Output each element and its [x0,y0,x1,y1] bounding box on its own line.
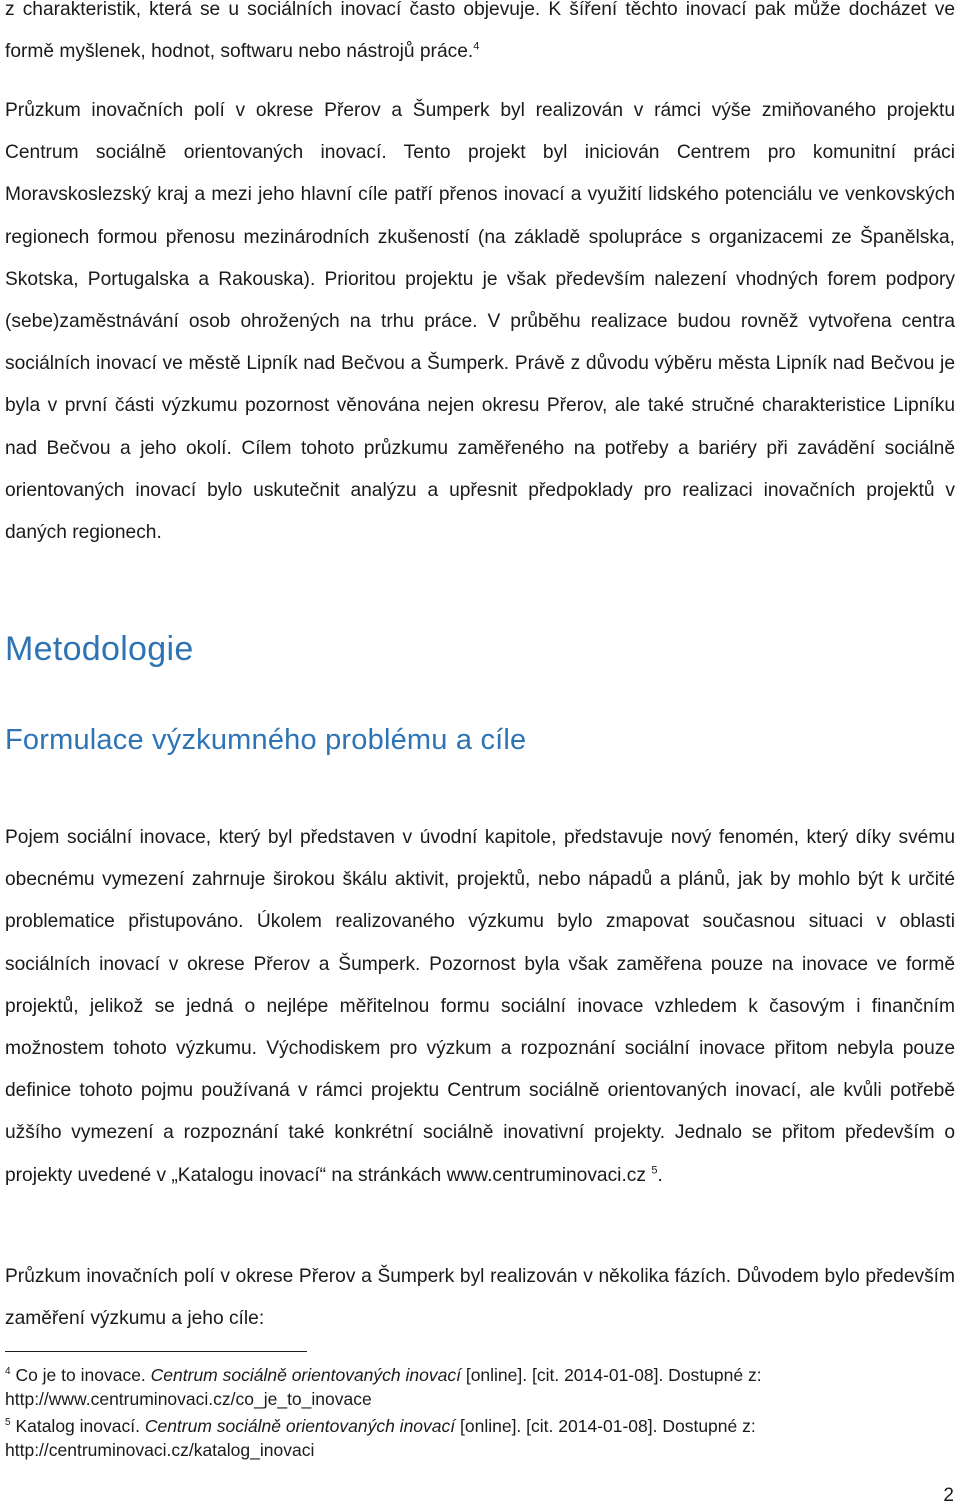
paragraph-text: z charakteristik, která se u sociálních inovací často objevuje. K šíření těchto inovací pak může docházet ve formě myšlenek, hodnot, softwaru nebo nástrojů práce. [5,0,955,63]
paragraph-research [5,817,955,1197]
footnote-text: Katalog inovací. [15,1416,145,1436]
paragraph-intro [5,0,955,73]
paragraph-project: Průzkum inovačních polí v okrese Přerov a Šumperk byl realizován v rámci výše zmiňovaného projektu Centrum sociálně orientovaných inovací. Tento projekt byl iniciován Centrem pro komunitní práci Moravskoslezský kraj a mezi jeho hlavní cíle patří přenos inovací a využití lidského potenciálu ve venkovských regionech formou přenosu mezinárodních zkušeností (na základě spolupráce s organizacemi ze Španělska, Skotska, Portugalska a Rakouska). Prioritou projektu je však především nalezení vhodných forem podpory (sebe)zaměstnávání osob ohrožených na trhu práce. V průběhu realizace budou rovněž vytvořena centra sociálních inovací ve městě Lipník nad Bečvou a Šumperk. Právě z důvodu výběru města Lipník nad Bečvou je byla v první části výzkumu pozornost věnována nejen okresu Přerov, ale také stručné charakteristice Lipníku nad Bečvou a jeho okolí. Cílem tohoto průzkumu zaměřeného na potřeby a bariéry při zavádění sociálně orientovaných inovací bylo uskutečnit analýzu a upřesnit předpoklady pro realizaci inovačních projektů v daných regionech. [5,100,955,544]
footnote-source: Centrum sociálně orientovaných inovací [150,1365,461,1385]
footnote-number: 4 [5,1366,11,1378]
footnote-text: [online]. [cit. 2014-01-08]. Dostupné z: [460,1365,762,1385]
page-number: 2 [943,1485,954,1506]
footnote-4 [5,1363,955,1411]
paragraph-phases: Průzkum inovačních polí v okrese Přerov a Šumperk byl realizován v několika fázích. Důvodem bylo především zaměření výzkumu a jeho cíle: [5,1266,955,1330]
footnotes [5,1363,955,1465]
footnote-separator [5,1351,307,1352]
paragraph-text: Pojem sociální inovace, který byl představen v úvodní kapitole, představuje nový fenomén, který díky svému obecnému vymezení zahrnuje širokou škálu aktivit, projektů, nebo nápadů a plánů, jak by mohlo být k určité problematice přistupováno. Úkolem realizovaného výzkumu bylo zmapovat současnou situaci v oblasti sociálních inovací v okrese Přerov a Šumperk. Pozornost byla však zaměřena pouze na inovace ve formě projektů, jelikož se jedná o nejlépe měřitelnou formu sociální inovace vzhledem k časovým i finančním možnostem tohoto výzkumu. Východiskem pro výzkum a rozpoznání sociální inovace přitom nebyla pouze definice tohoto pojmu používaná v rámci projektu Centrum sociálně orientovaných inovací, ale kvůli potřebě užšího vymezení a rozpoznání také konkrétní sociálně inovativní projekty. Jednalo se přitom především o projekty uvedené v „Katalogu inovací“ na stránkách www.centruminovaci.cz [5,827,955,1186]
footnote-source: Centrum sociálně orientovaných inovací [144,1416,456,1436]
footnote-5 [5,1414,955,1462]
footnote-ref[interactable]: 5 [651,1164,658,1177]
footnote-text: [online]. [cit. 2014-01-08]. Dostupné z: [455,1416,756,1436]
footnote-url[interactable]: http://centruminovaci.cz/katalog_inovaci [5,1440,315,1460]
section-heading: Metodologie [5,630,194,668]
footnote-url[interactable]: http://www.centruminovaci.cz/co_je_to_inovace [5,1389,372,1409]
footnote-number: 5 [5,1417,11,1429]
footnote-text: Co je to inovace. [15,1365,151,1385]
footnote-ref[interactable]: 4 [473,40,480,53]
subsection-heading: Formulace výzkumného problému a cíle [5,724,527,756]
paragraph-end: . [657,1164,663,1186]
